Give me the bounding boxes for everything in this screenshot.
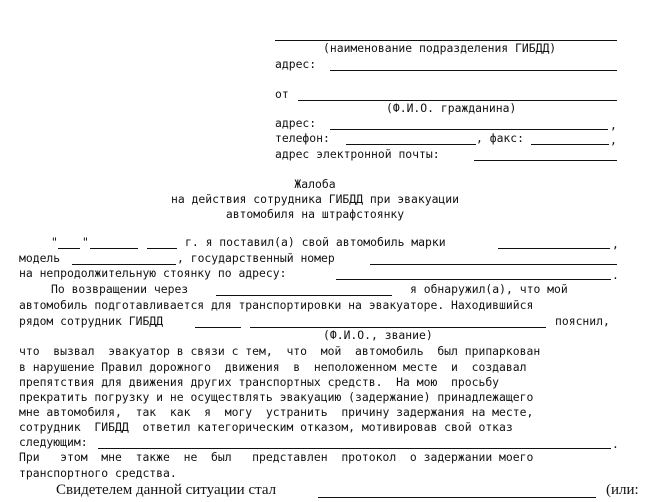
citizen-caption: (Ф.И.О. гражданина) <box>386 101 517 115</box>
para1-line-6: сотрудник ГИБДД ответил категорическим отказом, мотивировав свой отказ <box>19 420 513 434</box>
phone-line[interactable] <box>346 144 476 145</box>
plate-line[interactable] <box>370 264 617 265</box>
plate-text: , государственный номер <box>177 251 335 265</box>
reasons-label: следующим: <box>19 435 88 449</box>
reasons-period: . <box>612 437 619 451</box>
fax-comma: , <box>610 133 617 147</box>
reasons-line[interactable] <box>98 448 611 449</box>
para2-line-2: транспортного средства. <box>19 466 177 480</box>
parking-address-line[interactable] <box>336 279 611 280</box>
explained-text: пояснил, <box>555 314 610 328</box>
witness-text: Свидетелем данной ситуации стал <box>56 482 277 498</box>
return-text: По возвращении через <box>51 282 189 296</box>
date-close-quote: " <box>82 235 89 249</box>
officer-caption: (Ф.И.О., звание) <box>323 328 433 342</box>
para1-line-3: препятствия для движения других транспортных средств. На мою просьбу <box>19 375 500 389</box>
witness-line[interactable] <box>318 497 596 498</box>
agency-caption: (наименование подразделения ГИБДД) <box>323 41 557 55</box>
date-month-line[interactable] <box>90 248 138 249</box>
parking-period: . <box>612 268 619 282</box>
officer-rank-line[interactable] <box>195 327 241 328</box>
officer-text: рядом сотрудник ГИБДД <box>19 314 164 328</box>
para1-line-4: прекратить погрузку и не осуществлять эвакуацию (задержание) принадлежащего <box>19 390 534 404</box>
agency-address-line[interactable] <box>330 70 617 71</box>
citizen-address-label: адрес: <box>275 116 317 130</box>
witness-tail: (или: <box>606 482 639 498</box>
fax-line[interactable] <box>531 144 609 145</box>
doc-subtitle-1: на действия сотрудника ГИБДД при эвакуации <box>170 192 460 206</box>
date-day-line[interactable] <box>58 248 80 249</box>
car-brand-line[interactable] <box>498 248 610 249</box>
date-year-line[interactable] <box>147 248 177 249</box>
model-label: модель <box>19 251 61 265</box>
email-line[interactable] <box>474 160 617 161</box>
found-text: я обнаружил(а), что мой <box>410 282 568 296</box>
return-time-line[interactable] <box>216 295 392 296</box>
fax-label: , факс: <box>476 131 525 145</box>
from-label: от <box>275 87 289 101</box>
para2-line-1: При этом мне также не был представлен протокол о задержании моего <box>19 450 534 464</box>
para1-line-1: что вызвал эвакуатор в связи с тем, что мой автомобиль был припаркован <box>19 344 541 358</box>
phone-label: телефон: <box>275 131 330 145</box>
parking-text: на непродолжительную стоянку по адресу: <box>19 266 287 280</box>
para1-line-2: в нарушение Правил дорожного движения в неположенном месте и создавал <box>19 360 527 374</box>
doc-title: Жалоба <box>294 177 336 191</box>
brand-comma: , <box>612 237 619 251</box>
agency-address-label: адрес: <box>275 57 317 71</box>
year-text: г. я поставил(а) свой автомобиль марки <box>185 235 446 249</box>
email-label: адрес электронной почты: <box>275 147 440 161</box>
para1-line-5: мне автомобиля, так как я могу устранить причину задержания на месте, <box>19 405 534 419</box>
doc-subtitle-2: автомобиля на штрафстоянку <box>225 207 405 221</box>
date-open-quote: " <box>51 235 58 249</box>
prep-text: автомобиль подготавливается для транспортировки на эвакуаторе. Находившийся <box>19 298 534 312</box>
model-line[interactable] <box>72 264 176 265</box>
citizen-address-line[interactable] <box>330 129 608 130</box>
address-comma: , <box>610 118 617 132</box>
